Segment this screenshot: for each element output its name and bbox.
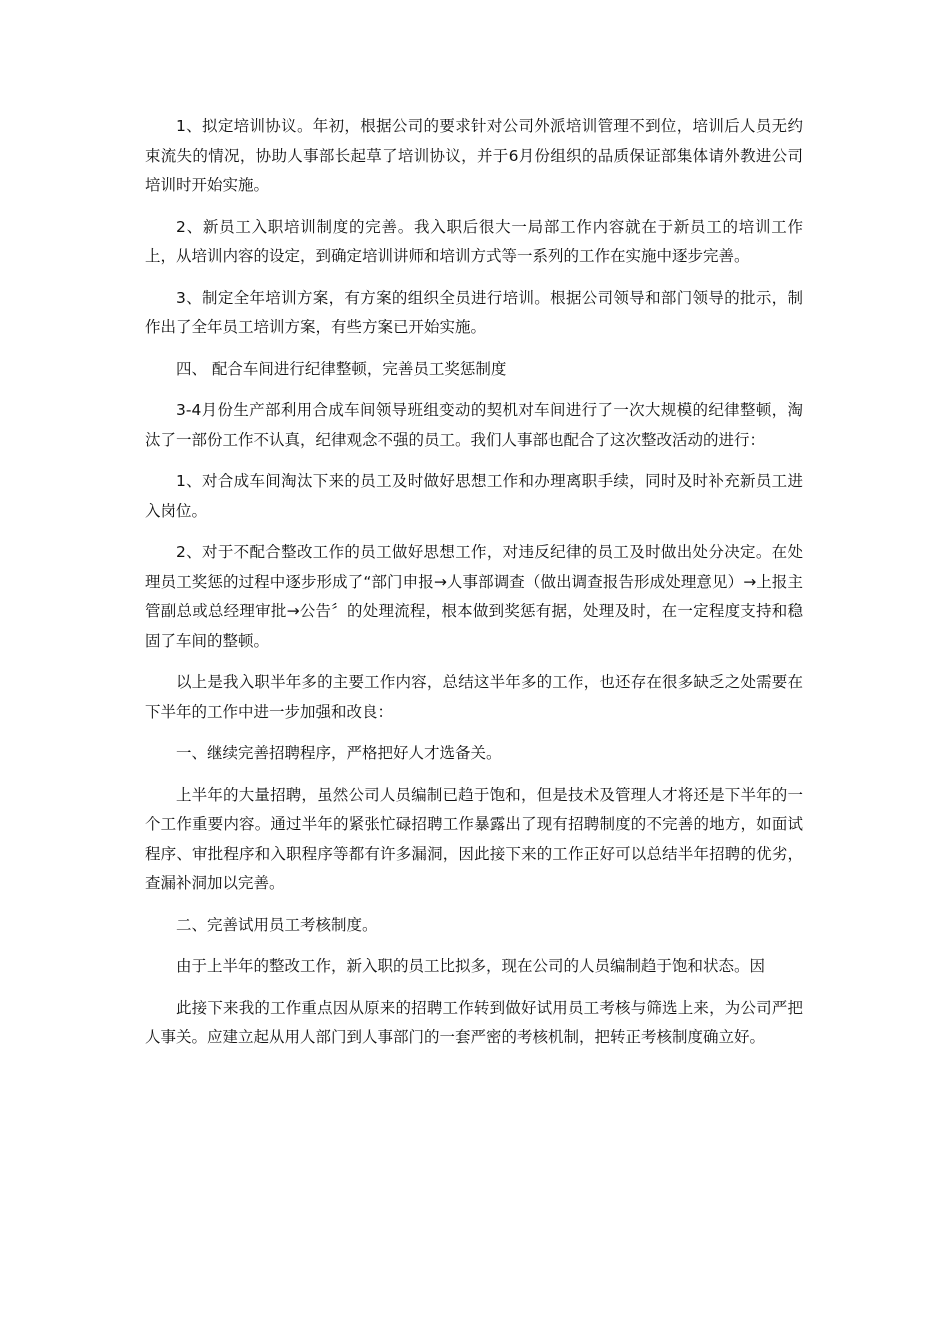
paragraph-reward-punishment-process: 2、对于不配合整改工作的员工做好思想工作，对违反纪律的员工及时做出处分决定。在处理员工奖惩的过程中逐步形成了“部门申报→人事部调查（做出调查报告形成处理意见）→上报主管副总或总经理审批→公告〞的处理流程，根本做到奖惩有据，处理及时，在一定程度支持和稳固了车间的整顿。 (145, 543, 803, 650)
paragraph-discipline-intro: 3-4月份生产部利用合成车间领导班组变动的契机对车间进行了一次大规模的纪律整顿，淘汰了一部份工作不认真，纪律观念不强的员工。我们人事部也配合了这次整改活动的进行： (145, 401, 803, 449)
paragraph-probation-intro: 由于上半年的整改工作，新入职的员工比拟多，现在公司的人员编制趋于饱和状态。因 (176, 957, 766, 975)
paragraph-summary: 以上是我入职半年多的主要工作内容，总结这半年多的工作，也还存在很多缺乏之处需要在下半年的工作中进一步加强和改良： (145, 673, 803, 721)
section-heading-recruitment: 一、继续完善招聘程序，严格把好人才选备关。 (176, 744, 502, 762)
section-heading-discipline: 四、 配合车间进行纪律整顿，完善员工奖惩制度 (176, 359, 507, 378)
paragraph-dismissal-procedures: 1、对合成车间淘汰下来的员工及时做好思想工作和办理离职手续，同时及时补充新员工进入岗位。 (145, 472, 803, 520)
document-body (145, 112, 803, 1065)
paragraph-new-employee-training: 2、新员工入职培训制度的完善。我入职后很大一局部工作内容就在于新员工的培训工作上，从培训内容的设定，到确定培训讲师和培训方式等一系列的工作在实施中逐步完善。 (145, 217, 803, 265)
paragraph-probation-detail: 此接下来我的工作重点因从原来的招聘工作转到做好试用员工考核与筛选上来，为公司严把人事关。应建立起从用人部门到人事部门的一套严密的考核机制，把转正考核制度确立好。 (145, 998, 803, 1046)
paragraph-annual-training-plan: 3、制定全年培训方案，有方案的组织全员进行培训。根据公司领导和部门领导的批示，制作出了全年员工培训方案，有些方案已开始实施。 (145, 288, 803, 336)
paragraph-recruitment-detail: 上半年的大量招聘，虽然公司人员编制已趋于饱和，但是技术及管理人才将还是下半年的一个工作重要内容。通过半年的紧张忙碌招聘工作暴露出了现有招聘制度的不完善的地方，如面试程序、审批程序和入职程序等都有许多漏洞，因此接下来的工作正好可以总结半年招聘的优劣，查漏补洞加以完善。 (145, 785, 803, 892)
section-heading-probation: 二、完善试用员工考核制度。 (176, 915, 378, 934)
paragraph-training-agreement: 1、拟定培训协议。年初，根据公司的要求针对公司外派培训管理不到位，培训后人员无约束流失的情况，协助人事部长起草了培训协议，并于6月份组织的品质保证部集体请外教进公司培训时开始实施。 (145, 117, 803, 194)
